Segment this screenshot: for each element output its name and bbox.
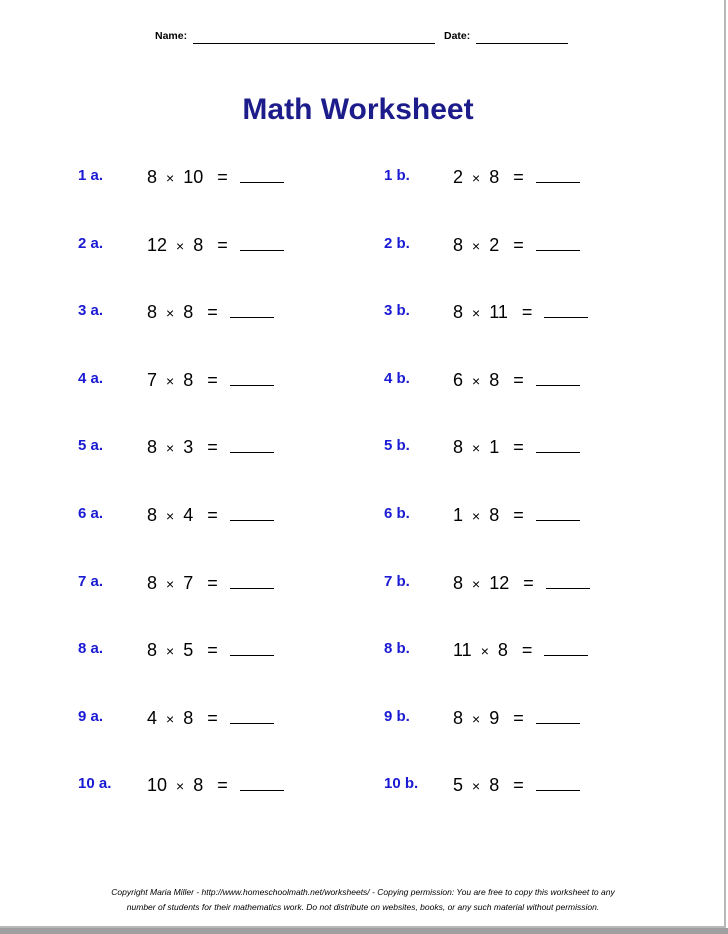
equals-sign: = bbox=[513, 167, 524, 187]
problem-number: 6 a. bbox=[78, 505, 104, 522]
answer-blank[interactable] bbox=[536, 709, 580, 724]
equals-sign: = bbox=[513, 235, 524, 255]
operand-a: 5 bbox=[453, 775, 464, 795]
operand-a: 7 bbox=[147, 370, 158, 390]
operand-b: 8 bbox=[497, 640, 508, 660]
operand-a: 8 bbox=[147, 573, 158, 593]
problem-expression bbox=[147, 505, 274, 526]
date-label: Date: bbox=[444, 30, 471, 42]
answer-blank[interactable] bbox=[230, 438, 274, 453]
problem-expression bbox=[147, 708, 274, 729]
answer-blank[interactable] bbox=[230, 574, 274, 589]
multiply-sign: × bbox=[166, 305, 175, 321]
answer-blank[interactable] bbox=[230, 371, 274, 386]
answer-blank[interactable] bbox=[546, 574, 590, 589]
operand-a: 6 bbox=[453, 370, 464, 390]
problem-right-7 bbox=[384, 573, 644, 595]
operand-b: 5 bbox=[183, 640, 194, 660]
multiply-sign: × bbox=[472, 508, 481, 524]
multiply-sign: × bbox=[472, 170, 481, 186]
operand-b: 8 bbox=[489, 370, 500, 390]
problem-expression bbox=[147, 302, 274, 323]
answer-blank[interactable] bbox=[240, 776, 284, 791]
multiply-sign: × bbox=[166, 711, 175, 727]
multiply-sign: × bbox=[472, 238, 481, 254]
operand-a: 8 bbox=[147, 505, 158, 525]
problem-number: 2 b. bbox=[384, 235, 410, 252]
problem-expression bbox=[453, 775, 580, 796]
equals-sign: = bbox=[521, 640, 533, 660]
problem-number: 4 b. bbox=[384, 370, 410, 387]
problem-number: 6 b. bbox=[384, 505, 410, 522]
operand-a: 11 bbox=[453, 640, 472, 660]
problem-expression bbox=[147, 437, 274, 458]
name-line bbox=[193, 43, 435, 44]
operand-a: 8 bbox=[453, 302, 464, 322]
problem-right-2 bbox=[384, 235, 644, 257]
problem-expression bbox=[453, 167, 580, 188]
multiply-sign: × bbox=[480, 643, 489, 659]
operand-a: 8 bbox=[147, 302, 158, 322]
equals-sign: = bbox=[513, 437, 524, 457]
problem-number: 8 b. bbox=[384, 640, 410, 657]
problem-expression bbox=[453, 708, 580, 729]
problem-expression bbox=[453, 302, 588, 323]
problem-left-5 bbox=[78, 437, 338, 459]
footer-line-1: Copyright Maria Miller - http://www.homeschoolmath.net/worksheets/ - Copying permission: You are free to copy this worksheet to any bbox=[111, 887, 615, 897]
problem-number: 7 b. bbox=[384, 573, 410, 590]
problem-expression bbox=[147, 573, 274, 594]
multiply-sign: × bbox=[176, 238, 185, 254]
equals-sign: = bbox=[521, 302, 533, 322]
copyright-footer bbox=[0, 885, 726, 915]
multiply-sign: × bbox=[166, 440, 175, 456]
problem-right-4 bbox=[384, 370, 644, 392]
problem-number: 3 b. bbox=[384, 302, 410, 319]
operand-b: 8 bbox=[183, 370, 194, 390]
problem-right-5 bbox=[384, 437, 644, 459]
equals-sign: = bbox=[513, 370, 524, 390]
problem-expression bbox=[453, 235, 580, 256]
problem-expression bbox=[147, 640, 274, 661]
operand-a: 8 bbox=[453, 708, 464, 728]
equals-sign: = bbox=[523, 573, 534, 593]
operand-a: 8 bbox=[453, 573, 464, 593]
problem-number: 3 a. bbox=[78, 302, 104, 319]
problem-number: 9 a. bbox=[78, 708, 104, 725]
problem-left-7 bbox=[78, 573, 338, 595]
equals-sign: = bbox=[207, 505, 218, 525]
operand-a: 8 bbox=[147, 640, 158, 660]
name-label: Name: bbox=[155, 30, 188, 42]
multiply-sign: × bbox=[166, 373, 175, 389]
problem-left-4 bbox=[78, 370, 338, 392]
operand-b: 9 bbox=[489, 708, 500, 728]
operand-b: 8 bbox=[183, 708, 194, 728]
multiply-sign: × bbox=[166, 170, 175, 186]
answer-blank[interactable] bbox=[230, 506, 274, 521]
operand-a: 2 bbox=[453, 167, 464, 187]
operand-a: 8 bbox=[147, 437, 158, 457]
answer-blank[interactable] bbox=[240, 168, 284, 183]
date-line bbox=[476, 43, 568, 44]
equals-sign: = bbox=[207, 708, 218, 728]
answer-blank[interactable] bbox=[536, 236, 580, 251]
problem-right-1 bbox=[384, 167, 644, 189]
operand-b: 11 bbox=[489, 302, 508, 322]
answer-blank[interactable] bbox=[544, 641, 588, 656]
answer-blank[interactable] bbox=[536, 776, 580, 791]
operand-a: 8 bbox=[453, 437, 464, 457]
answer-blank[interactable] bbox=[536, 506, 580, 521]
problem-number: 1 a. bbox=[78, 167, 104, 184]
problem-right-3 bbox=[384, 302, 644, 324]
problem-expression bbox=[147, 167, 284, 188]
operand-a: 8 bbox=[453, 235, 464, 255]
operand-b: 8 bbox=[193, 775, 204, 795]
problem-expression bbox=[453, 505, 580, 526]
multiply-sign: × bbox=[472, 711, 481, 727]
problem-number: 1 b. bbox=[384, 167, 410, 184]
problem-number: 10 a. bbox=[78, 775, 112, 792]
problem-expression bbox=[453, 640, 588, 661]
problem-right-8 bbox=[384, 640, 644, 662]
answer-blank[interactable] bbox=[536, 438, 580, 453]
answer-blank[interactable] bbox=[544, 303, 588, 318]
answer-blank[interactable] bbox=[230, 641, 274, 656]
problem-number: 7 a. bbox=[78, 573, 104, 590]
equals-sign: = bbox=[217, 775, 228, 795]
operand-b: 10 bbox=[183, 167, 204, 187]
multiply-sign: × bbox=[472, 440, 481, 456]
operand-b: 1 bbox=[489, 437, 500, 457]
page-title: Math Worksheet bbox=[242, 93, 474, 126]
equals-sign: = bbox=[513, 505, 524, 525]
operand-a: 4 bbox=[147, 708, 158, 728]
problem-number: 9 b. bbox=[384, 708, 410, 725]
problem-expression bbox=[453, 370, 580, 391]
viewer-bottom-edge bbox=[0, 928, 728, 934]
problem-expression bbox=[453, 573, 590, 594]
problem-number: 10 b. bbox=[384, 775, 419, 792]
answer-blank[interactable] bbox=[230, 303, 274, 318]
answer-blank[interactable] bbox=[536, 371, 580, 386]
problem-right-6 bbox=[384, 505, 644, 527]
equals-sign: = bbox=[207, 302, 218, 322]
problem-expression bbox=[147, 235, 284, 256]
problem-expression bbox=[147, 775, 284, 796]
problem-left-8 bbox=[78, 640, 338, 662]
equals-sign: = bbox=[217, 167, 228, 187]
multiply-sign: × bbox=[166, 643, 175, 659]
operand-a: 10 bbox=[147, 775, 168, 795]
problem-left-1 bbox=[78, 167, 338, 189]
operand-a: 8 bbox=[147, 167, 158, 187]
equals-sign: = bbox=[513, 775, 524, 795]
operand-b: 8 bbox=[193, 235, 204, 255]
problem-number: 5 b. bbox=[384, 437, 410, 454]
problem-number: 4 a. bbox=[78, 370, 104, 387]
answer-blank[interactable] bbox=[230, 709, 274, 724]
answer-blank[interactable] bbox=[240, 236, 284, 251]
multiply-sign: × bbox=[472, 778, 481, 794]
problem-expression bbox=[453, 437, 580, 458]
problem-number: 2 a. bbox=[78, 235, 104, 252]
multiply-sign: × bbox=[166, 576, 175, 592]
multiply-sign: × bbox=[176, 778, 185, 794]
footer-line-2: number of students for their mathematics work. Do not distribute on websites, books, or any such material without permission. bbox=[126, 902, 600, 912]
equals-sign: = bbox=[207, 437, 218, 457]
operand-b: 8 bbox=[489, 775, 500, 795]
operand-b: 4 bbox=[183, 505, 194, 525]
equals-sign: = bbox=[217, 235, 228, 255]
equals-sign: = bbox=[513, 708, 524, 728]
problem-left-6 bbox=[78, 505, 338, 527]
multiply-sign: × bbox=[472, 305, 481, 321]
multiply-sign: × bbox=[472, 576, 481, 592]
problem-left-10 bbox=[78, 775, 338, 797]
problem-left-9 bbox=[78, 708, 338, 730]
multiply-sign: × bbox=[166, 508, 175, 524]
operand-b: 8 bbox=[489, 167, 500, 187]
equals-sign: = bbox=[207, 573, 218, 593]
problem-left-2 bbox=[78, 235, 338, 257]
operand-b: 8 bbox=[183, 302, 194, 322]
operand-b: 12 bbox=[489, 573, 510, 593]
operand-a: 1 bbox=[453, 505, 464, 525]
operand-b: 7 bbox=[183, 573, 194, 593]
operand-b: 2 bbox=[489, 235, 500, 255]
problem-expression bbox=[147, 370, 274, 391]
operand-a: 12 bbox=[147, 235, 168, 255]
operand-b: 8 bbox=[489, 505, 500, 525]
equals-sign: = bbox=[207, 640, 218, 660]
answer-blank[interactable] bbox=[536, 168, 580, 183]
problem-number: 8 a. bbox=[78, 640, 104, 657]
operand-b: 3 bbox=[183, 437, 194, 457]
problem-right-9 bbox=[384, 708, 644, 730]
problem-left-3 bbox=[78, 302, 338, 324]
multiply-sign: × bbox=[472, 373, 481, 389]
problem-number: 5 a. bbox=[78, 437, 104, 454]
equals-sign: = bbox=[207, 370, 218, 390]
problem-right-10 bbox=[384, 775, 644, 797]
